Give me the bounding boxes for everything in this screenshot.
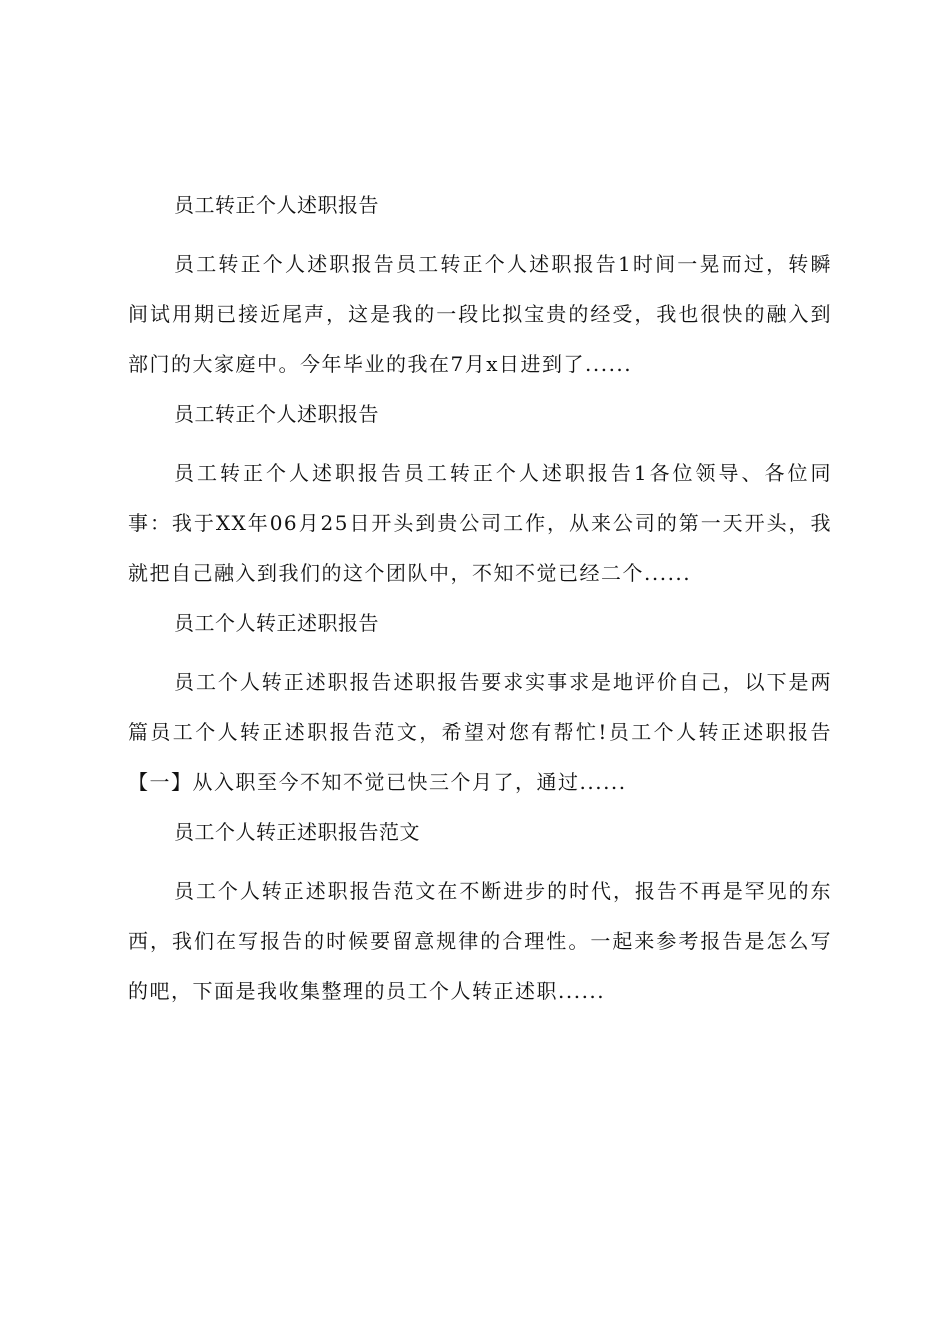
section-body: 员工转正个人述职报告员工转正个人述职报告1各位领导、各位同事：我于XX年06月25日开头到贵公司工作，从来公司的第一天开头，我就把自己融入到我们的这个团队中，不知不觉已经二个...... [128, 461, 832, 585]
document-section [128, 606, 832, 807]
document-content [128, 188, 832, 1024]
section-title: 员工个人转正述职报告范文 [174, 820, 420, 844]
document-section [128, 397, 832, 598]
document-section [128, 815, 832, 1016]
section-body: 员工个人转正述职报告述职报告要求实事求是地评价自己，以下是两篇员工个人转正述职报告范文，希望对您有帮忙!员工个人转正述职报告【一】从入职至今不知不觉已快三个月了，通过...... [128, 670, 832, 794]
section-title: 员工转正个人述职报告 [174, 402, 379, 426]
section-body: 员工转正个人述职报告员工转正个人述职报告1时间一晃而过，转瞬间试用期已接近尾声，这是我的一段比拟宝贵的经受，我也很快的融入到部门的大家庭中。今年毕业的我在7月x日进到了...... [128, 252, 832, 376]
section-title: 员工个人转正述职报告 [174, 611, 379, 635]
section-title: 员工转正个人述职报告 [174, 193, 379, 217]
document-section [128, 188, 832, 389]
section-body: 员工个人转正述职报告范文在不断进步的时代，报告不再是罕见的东西，我们在写报告的时候要留意规律的合理性。一起来参考报告是怎么写的吧，下面是我收集整理的员工个人转正述职...... [128, 879, 832, 1003]
